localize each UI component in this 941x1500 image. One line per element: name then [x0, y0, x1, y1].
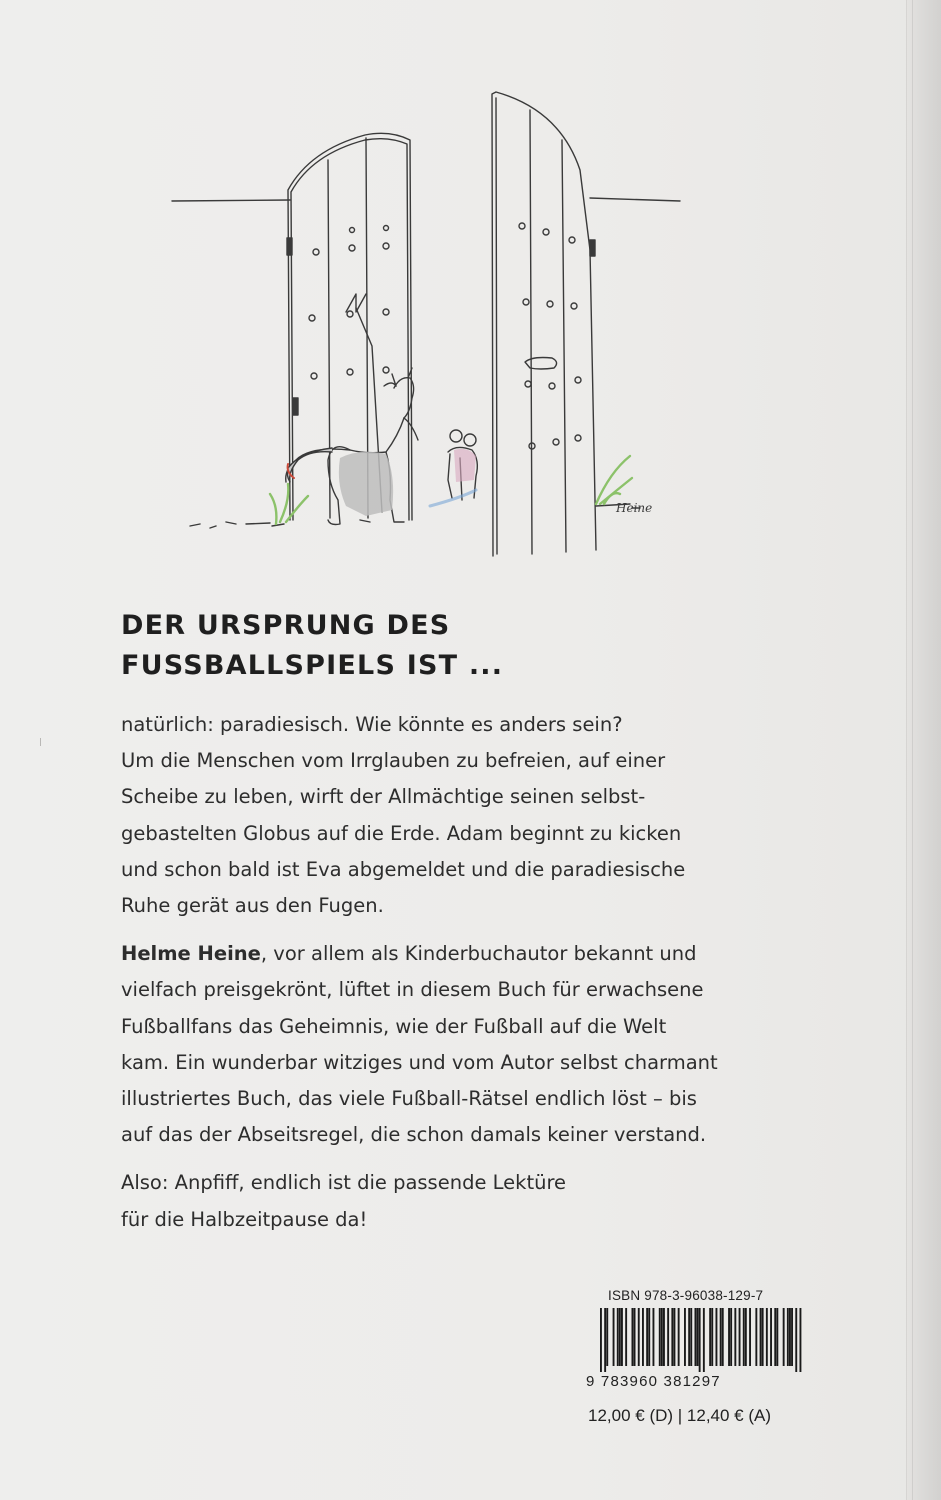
barcode-bar	[648, 1308, 650, 1366]
blurb-text	[121, 707, 821, 1250]
text-line: Fußballfans das Geheimnis, wie der Fußball auf die Welt	[121, 1014, 667, 1038]
barcode-bar	[659, 1308, 661, 1366]
barcode-bar	[638, 1308, 640, 1366]
barcode-bar	[606, 1308, 608, 1366]
barcode-bar	[613, 1308, 615, 1366]
barcode-bar	[722, 1308, 724, 1366]
barcode-bar	[703, 1308, 705, 1372]
barcode-bar	[684, 1308, 686, 1366]
barcode-bar	[795, 1308, 797, 1372]
headline-line-1: DER URSPRUNG DES	[121, 610, 451, 641]
barcode-bar	[787, 1308, 789, 1366]
barcode-bar	[730, 1308, 732, 1366]
barcode-bar	[734, 1308, 736, 1366]
barcode-bar	[604, 1308, 606, 1372]
text-line: natürlich: paradiesisch. Wie könnte es anders sein?	[121, 713, 623, 736]
barcode-bar	[762, 1308, 764, 1366]
barcode-bar	[600, 1308, 602, 1372]
barcode-bar	[697, 1308, 699, 1366]
barcode-bar	[728, 1308, 730, 1366]
barcode-digits: 9 783960 381297	[586, 1373, 721, 1388]
grass-left	[270, 484, 308, 524]
light-path	[430, 490, 476, 506]
barcode-bar	[800, 1308, 802, 1372]
barcode-bar	[625, 1308, 627, 1366]
barcode-bar	[720, 1308, 722, 1366]
text-line: Ruhe gerät aus den Fugen.	[121, 894, 384, 918]
barcode-bar	[621, 1308, 623, 1366]
headline	[121, 606, 621, 686]
barcode-bar	[739, 1308, 741, 1366]
barcode-bar	[663, 1308, 665, 1366]
barcode-bar	[678, 1308, 680, 1366]
barcode-bar	[690, 1308, 692, 1366]
barcode-bar	[642, 1308, 644, 1366]
barcode-bar	[661, 1308, 663, 1366]
headline-line-2: FUSSBALLSPIELS IST ...	[121, 650, 504, 681]
barcode-bar	[745, 1308, 747, 1366]
isbn-label: ISBN 978-3-96038-129-7	[608, 1288, 764, 1303]
barcode-bar	[619, 1308, 621, 1366]
barcode-bar	[653, 1308, 655, 1366]
barcode-bar	[755, 1308, 757, 1366]
text-line: Scheibe zu leben, wirft der Allmächtige seinen selbst-	[121, 785, 646, 809]
eve-shade	[454, 449, 476, 482]
barcode-bar	[667, 1308, 669, 1366]
barcode-bar	[671, 1308, 673, 1366]
barcode-bar	[709, 1308, 711, 1366]
barcode-bar	[688, 1308, 690, 1366]
spine-crease	[912, 0, 913, 1500]
barcode-bars	[600, 1308, 801, 1372]
text-line: illustriertes Buch, das viele Fußball-Rätsel endlich löst – bis	[121, 1087, 697, 1111]
ground-left	[190, 522, 284, 528]
paradise-gate-illustration	[160, 80, 700, 570]
blurb-paragraph-3	[121, 1165, 821, 1237]
barcode-bar	[783, 1308, 785, 1366]
barcode-bar	[789, 1308, 791, 1366]
barcode-bar	[711, 1308, 713, 1366]
text-line: auf das der Abseitsregel, die schon damals keiner verstand.	[121, 1123, 707, 1147]
barcode-bar	[743, 1308, 745, 1366]
blurb-paragraph-2	[121, 936, 821, 1153]
barcode-bar	[766, 1308, 768, 1366]
barcode-bar	[770, 1308, 772, 1366]
barcode-bar	[634, 1308, 636, 1366]
ean-barcode	[586, 1308, 812, 1388]
barcode-bar	[776, 1308, 778, 1366]
barcode-bar	[674, 1308, 676, 1366]
grass-right	[596, 456, 632, 504]
text-fragment: , vor allem als Kinderbuchautor bekannt und	[260, 942, 697, 966]
barcode-bar	[617, 1308, 619, 1366]
text-line: vielfach preisgekrönt, lüftet in diesem Buch für erwachsene	[121, 978, 704, 1002]
barcode-bar	[632, 1308, 634, 1366]
text-line: Also: Anpfiff, endlich ist die passende Lektüre	[121, 1171, 567, 1195]
text-line	[121, 936, 821, 972]
barcode-bar	[699, 1308, 701, 1372]
wall-left-line	[172, 200, 290, 201]
devil-body-shade	[339, 452, 393, 516]
barcode-block	[586, 1288, 816, 1438]
blurb-paragraph-1	[121, 707, 821, 924]
text-line: Um die Menschen vom Irrglauben zu befreien, auf einer	[121, 749, 666, 773]
text-line: gebastelten Globus auf die Erde. Adam beginnt zu kicken	[121, 821, 682, 845]
barcode-bar	[646, 1308, 648, 1366]
text-line: und schon bald ist Eva abgemeldet und die paradiesische	[121, 857, 686, 881]
wall-right-line	[590, 198, 680, 201]
price-label: 12,00 € (D) | 12,40 € (A)	[588, 1406, 772, 1425]
margin-tick	[40, 738, 41, 746]
barcode-bar	[774, 1308, 776, 1366]
text-line: für die Halbzeitpause da!	[121, 1207, 368, 1231]
barcode-bar	[791, 1308, 793, 1366]
barcode-bar	[716, 1308, 718, 1366]
author-name: Helme Heine	[121, 942, 261, 966]
text-line: kam. Ein wunderbar witziges und vom Autor selbst charmant	[121, 1050, 718, 1074]
artist-signature: Heine	[616, 501, 653, 515]
barcode-bar	[749, 1308, 751, 1366]
barcode-bar	[760, 1308, 762, 1366]
right-door	[492, 92, 596, 556]
barcode-bar	[695, 1308, 697, 1366]
